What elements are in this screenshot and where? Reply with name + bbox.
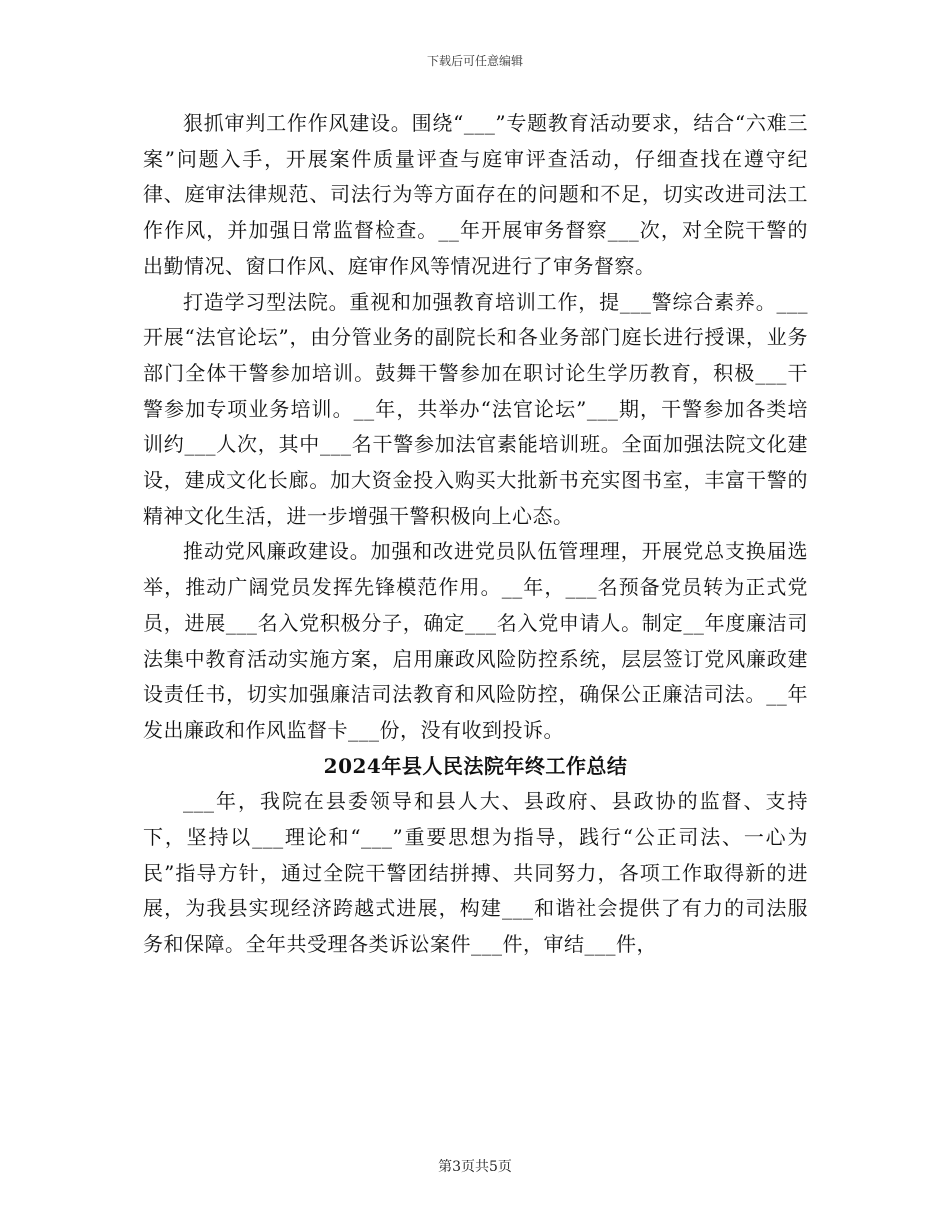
paragraph-learning-court: 打造学习型法院。重视和加强教育培训工作，提___警综合素养。___开展“法官论坛”，由分管业务的副院长和各业务部门庭长进行授课，业务部门全体干警参加培训。鼓舞干警参加在职讨论生学历教育，积极___干警参加专项业务培训。__年，共举办“法官论坛”___期，干警参加各类培训约___人次，其中___名干警参加法官素能培训班。全面加强法院文化建设，建成文化长廊。加大资金投入购买大批新书充实图书室，丰富干警的精神文化生活，进一步增强干警积极向上心态。 — [143, 289, 808, 528]
document-title: 2024年县人民法院年终工作总结 — [323, 753, 628, 778]
paragraph-summary-intro: ___年，我院在县委领导和县人大、县政府、县政协的监督、支持下，坚持以___理论和“___”重要思想为指导，践行“公正司法、一心为民”指导方针，通过全院干警团结拼搏、共同努力，各项工作取得新的进展，为我县实现经济跨越式进展，构建___和谐社会提供了有力的司法服务和保障。全年共受理各类诉讼案件___件，审结___件， — [143, 789, 808, 957]
paragraph-party-integrity: 推动党风廉政建设。加强和改进党员队伍管理理，开展党总支换届选举，推动广阔党员发挥先锋模范作用。__年，___名预备党员转为正式党员，进展___名入党积极分子，确定___名入党申请人。制定__年度廉洁司法集中教育活动实施方案，启用廉政风险防控系统，层层签订党风廉政建设责任书，切实加强廉洁司法教育和风险防控，确保公正廉洁司法。__年发出廉政和作风监督卡___份，没有收到投诉。 — [143, 539, 808, 742]
page-header: 下载后可任意编辑 — [426, 54, 523, 68]
paragraph-work-style: 狠抓审判工作作风建设。围绕“___”专题教育活动要求，结合“六难三案”问题入手，开展案件质量评查与庭审评查活动，仔细查找在遵守纪律、庭审法律规范、司法行为等方面存在的问题和不足，切实改进司法工作作风，并加强日常监督检查。__年开展审务督察___次，对全院干警的出勤情况、窗口作风、庭审作风等情况进行了审务督察。 — [143, 111, 808, 278]
document-body — [143, 106, 808, 963]
page-number: 第3页共5页 — [438, 1159, 512, 1175]
